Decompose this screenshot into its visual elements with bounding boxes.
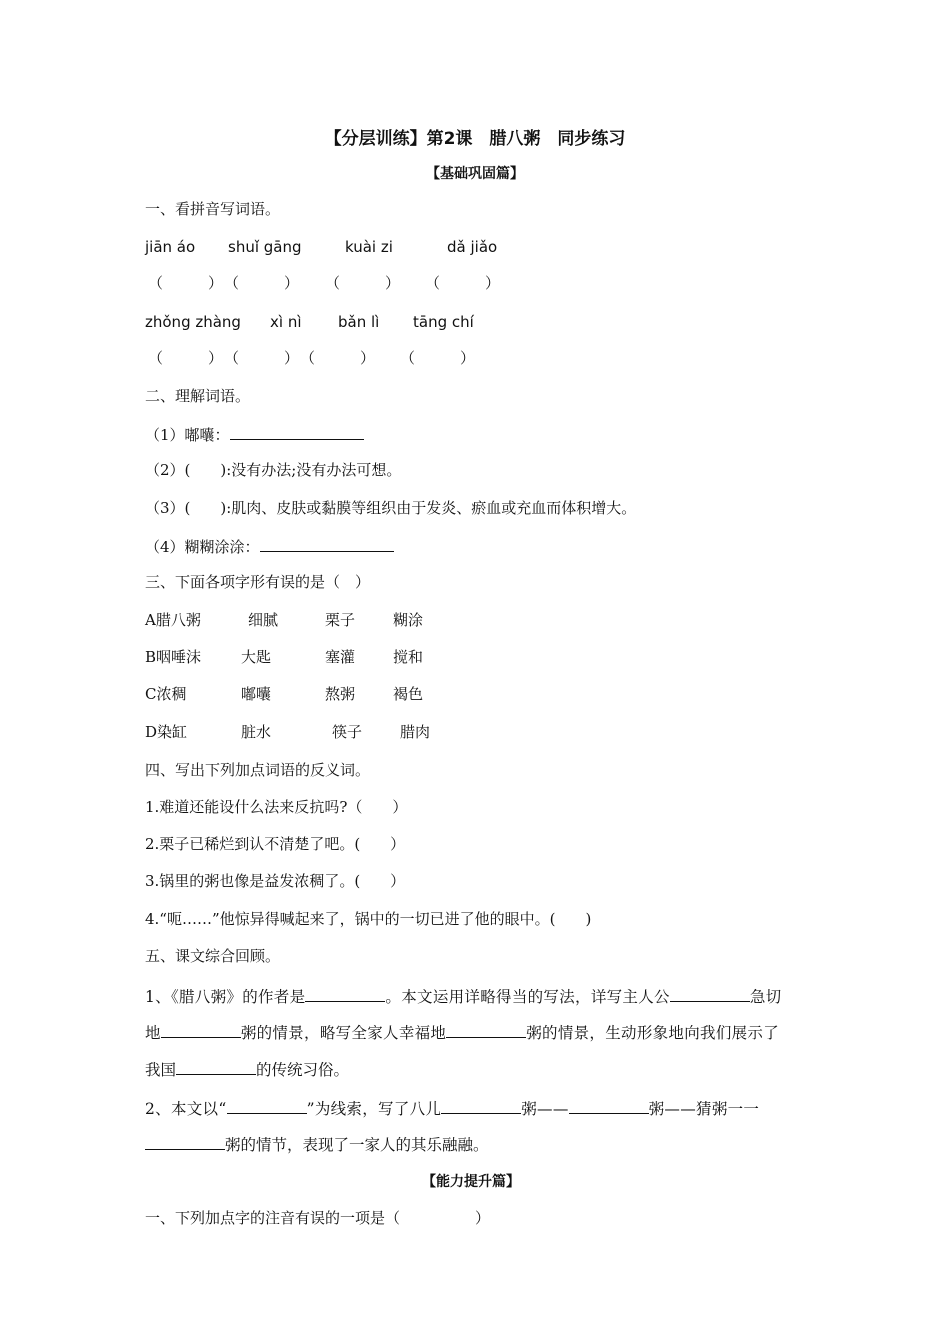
option-a-word: A腊八粥 xyxy=(145,611,201,629)
option-b-word: B咽唾沫 xyxy=(145,648,202,666)
pinyin-3: kuài zi xyxy=(345,238,393,256)
answer-blank[interactable] xyxy=(227,1097,307,1114)
answer-paren: （ ） xyxy=(224,349,300,367)
pinyin-4: dǎ jiǎo xyxy=(447,238,498,256)
q5-text: 地 xyxy=(145,1024,161,1042)
q5-heading: 五、课文综合回顾。 xyxy=(145,947,281,965)
q4-heading: 四、写出下列加点词语的反义词。 xyxy=(145,761,371,779)
answer-blank[interactable] xyxy=(305,985,385,1002)
q4-item-4: 4.“呃……”他惊异得喊起来了，锅中的一切已进了他的眼中。( ) xyxy=(145,910,592,928)
q2-heading: 二、理解词语。 xyxy=(145,387,251,405)
pinyin-2: shuǐ gāng xyxy=(228,238,302,256)
option-c-word: 褐色 xyxy=(393,685,424,703)
q4-item-3: 3.锅里的粥也像是益发浓稠了。( ） xyxy=(145,872,406,890)
q5-paragraph-1-line-1 xyxy=(145,985,781,1007)
q4-item-1: 1.难道还能设什么法来反抗吗?（ ） xyxy=(145,798,408,816)
pinyin-7: bǎn lì xyxy=(338,313,380,331)
q5-text: 粥—— xyxy=(521,1100,569,1118)
q6-heading: 一、下列加点字的注音有误的一项是（ ） xyxy=(145,1209,491,1227)
q2-item-1 xyxy=(145,423,364,445)
option-a-word: 栗子 xyxy=(325,611,356,629)
answer-blank[interactable] xyxy=(670,985,750,1002)
q2-item-2: （2）( ):没有办法;没有办法可想。 xyxy=(145,461,402,479)
answer-paren: （ ） xyxy=(425,274,501,292)
option-d-word: D染缸 xyxy=(145,723,188,741)
q5-text: 2、本文以“ xyxy=(145,1100,227,1118)
pinyin-5: zhǒng zhàng xyxy=(145,313,241,331)
q5-text: 。本文运用详略得当的写法，详写主人公 xyxy=(385,988,670,1006)
q5-text: 粥的情景，生动形象地向我们展示了 xyxy=(526,1024,780,1042)
option-c-word: C浓稠 xyxy=(145,685,187,703)
answer-blank[interactable] xyxy=(260,535,394,552)
section-advanced-heading: 【能力提升篇】 xyxy=(422,1174,520,1190)
q2-item-3: （3）( ):肌肉、皮肤或黏膜等组织由于发炎、瘀血或充血而体积增大。 xyxy=(145,499,637,517)
option-b-word: 搅和 xyxy=(393,648,424,666)
answer-blank[interactable] xyxy=(446,1021,526,1038)
answer-paren: （ ） xyxy=(148,274,224,292)
pinyin-1: jiān áo xyxy=(145,238,196,256)
q5-paragraph-2-line-2 xyxy=(145,1133,489,1155)
answer-paren: （ ） xyxy=(325,274,401,292)
option-a-word: 糊涂 xyxy=(393,611,424,629)
pinyin-6: xì nì xyxy=(270,313,302,331)
q5-text: 粥的情景，略写全家人幸福地 xyxy=(240,1024,447,1042)
option-b-word: 大匙 xyxy=(241,648,272,666)
answer-blank[interactable] xyxy=(441,1097,521,1114)
q5-paragraph-1-line-3 xyxy=(145,1058,349,1080)
q2-item-4 xyxy=(145,535,394,557)
answer-blank[interactable] xyxy=(176,1058,256,1075)
option-c-word: 嘟囔 xyxy=(241,685,272,703)
answer-blank[interactable] xyxy=(230,423,364,440)
answer-paren: （ ） xyxy=(400,349,476,367)
q5-text: 1、《腊八粥》的作者是 xyxy=(145,988,306,1006)
q5-paragraph-2-line-1 xyxy=(145,1097,759,1119)
option-c-word: 熬粥 xyxy=(325,685,356,703)
page-title: 【分层训练】第2课 腊八粥 同步练习 xyxy=(324,129,626,149)
q3-heading: 三、下面各项字形有误的是（ ） xyxy=(145,573,371,591)
q5-text: 粥的情节，表现了一家人的其乐融融。 xyxy=(225,1136,489,1154)
q4-item-2: 2.栗子已稀烂到认不清楚了吧。( ） xyxy=(145,835,406,853)
option-b-word: 塞灌 xyxy=(325,648,356,666)
q2-item-1-text: （1）嘟囔： xyxy=(145,426,230,444)
option-d-word: 腊肉 xyxy=(400,723,431,741)
answer-blank[interactable] xyxy=(161,1021,241,1038)
answer-paren: （ ） xyxy=(224,274,300,292)
q5-paragraph-1-line-2 xyxy=(145,1021,779,1043)
option-a-word: 细腻 xyxy=(248,611,279,629)
answer-paren: （ ） xyxy=(300,349,376,367)
answer-blank[interactable] xyxy=(145,1133,225,1150)
q5-text: 的传统习俗。 xyxy=(256,1061,350,1079)
answer-paren: （ ） xyxy=(148,349,224,367)
pinyin-8: tāng chí xyxy=(413,313,474,331)
q5-text: 急切 xyxy=(749,988,782,1006)
q5-text: 粥——猜粥一一 xyxy=(648,1100,760,1118)
q1-heading: 一、看拼音写词语。 xyxy=(145,200,281,218)
q5-text: ”为线索，写了八儿 xyxy=(306,1100,442,1118)
q2-item-4-text: （4）糊糊涂涂： xyxy=(145,538,260,556)
answer-blank[interactable] xyxy=(569,1097,649,1114)
option-d-word: 筷子 xyxy=(332,723,363,741)
section-basic-heading: 【基础巩固篇】 xyxy=(426,166,524,182)
q5-text: 我国 xyxy=(145,1061,177,1079)
option-d-word: 脏水 xyxy=(241,723,272,741)
